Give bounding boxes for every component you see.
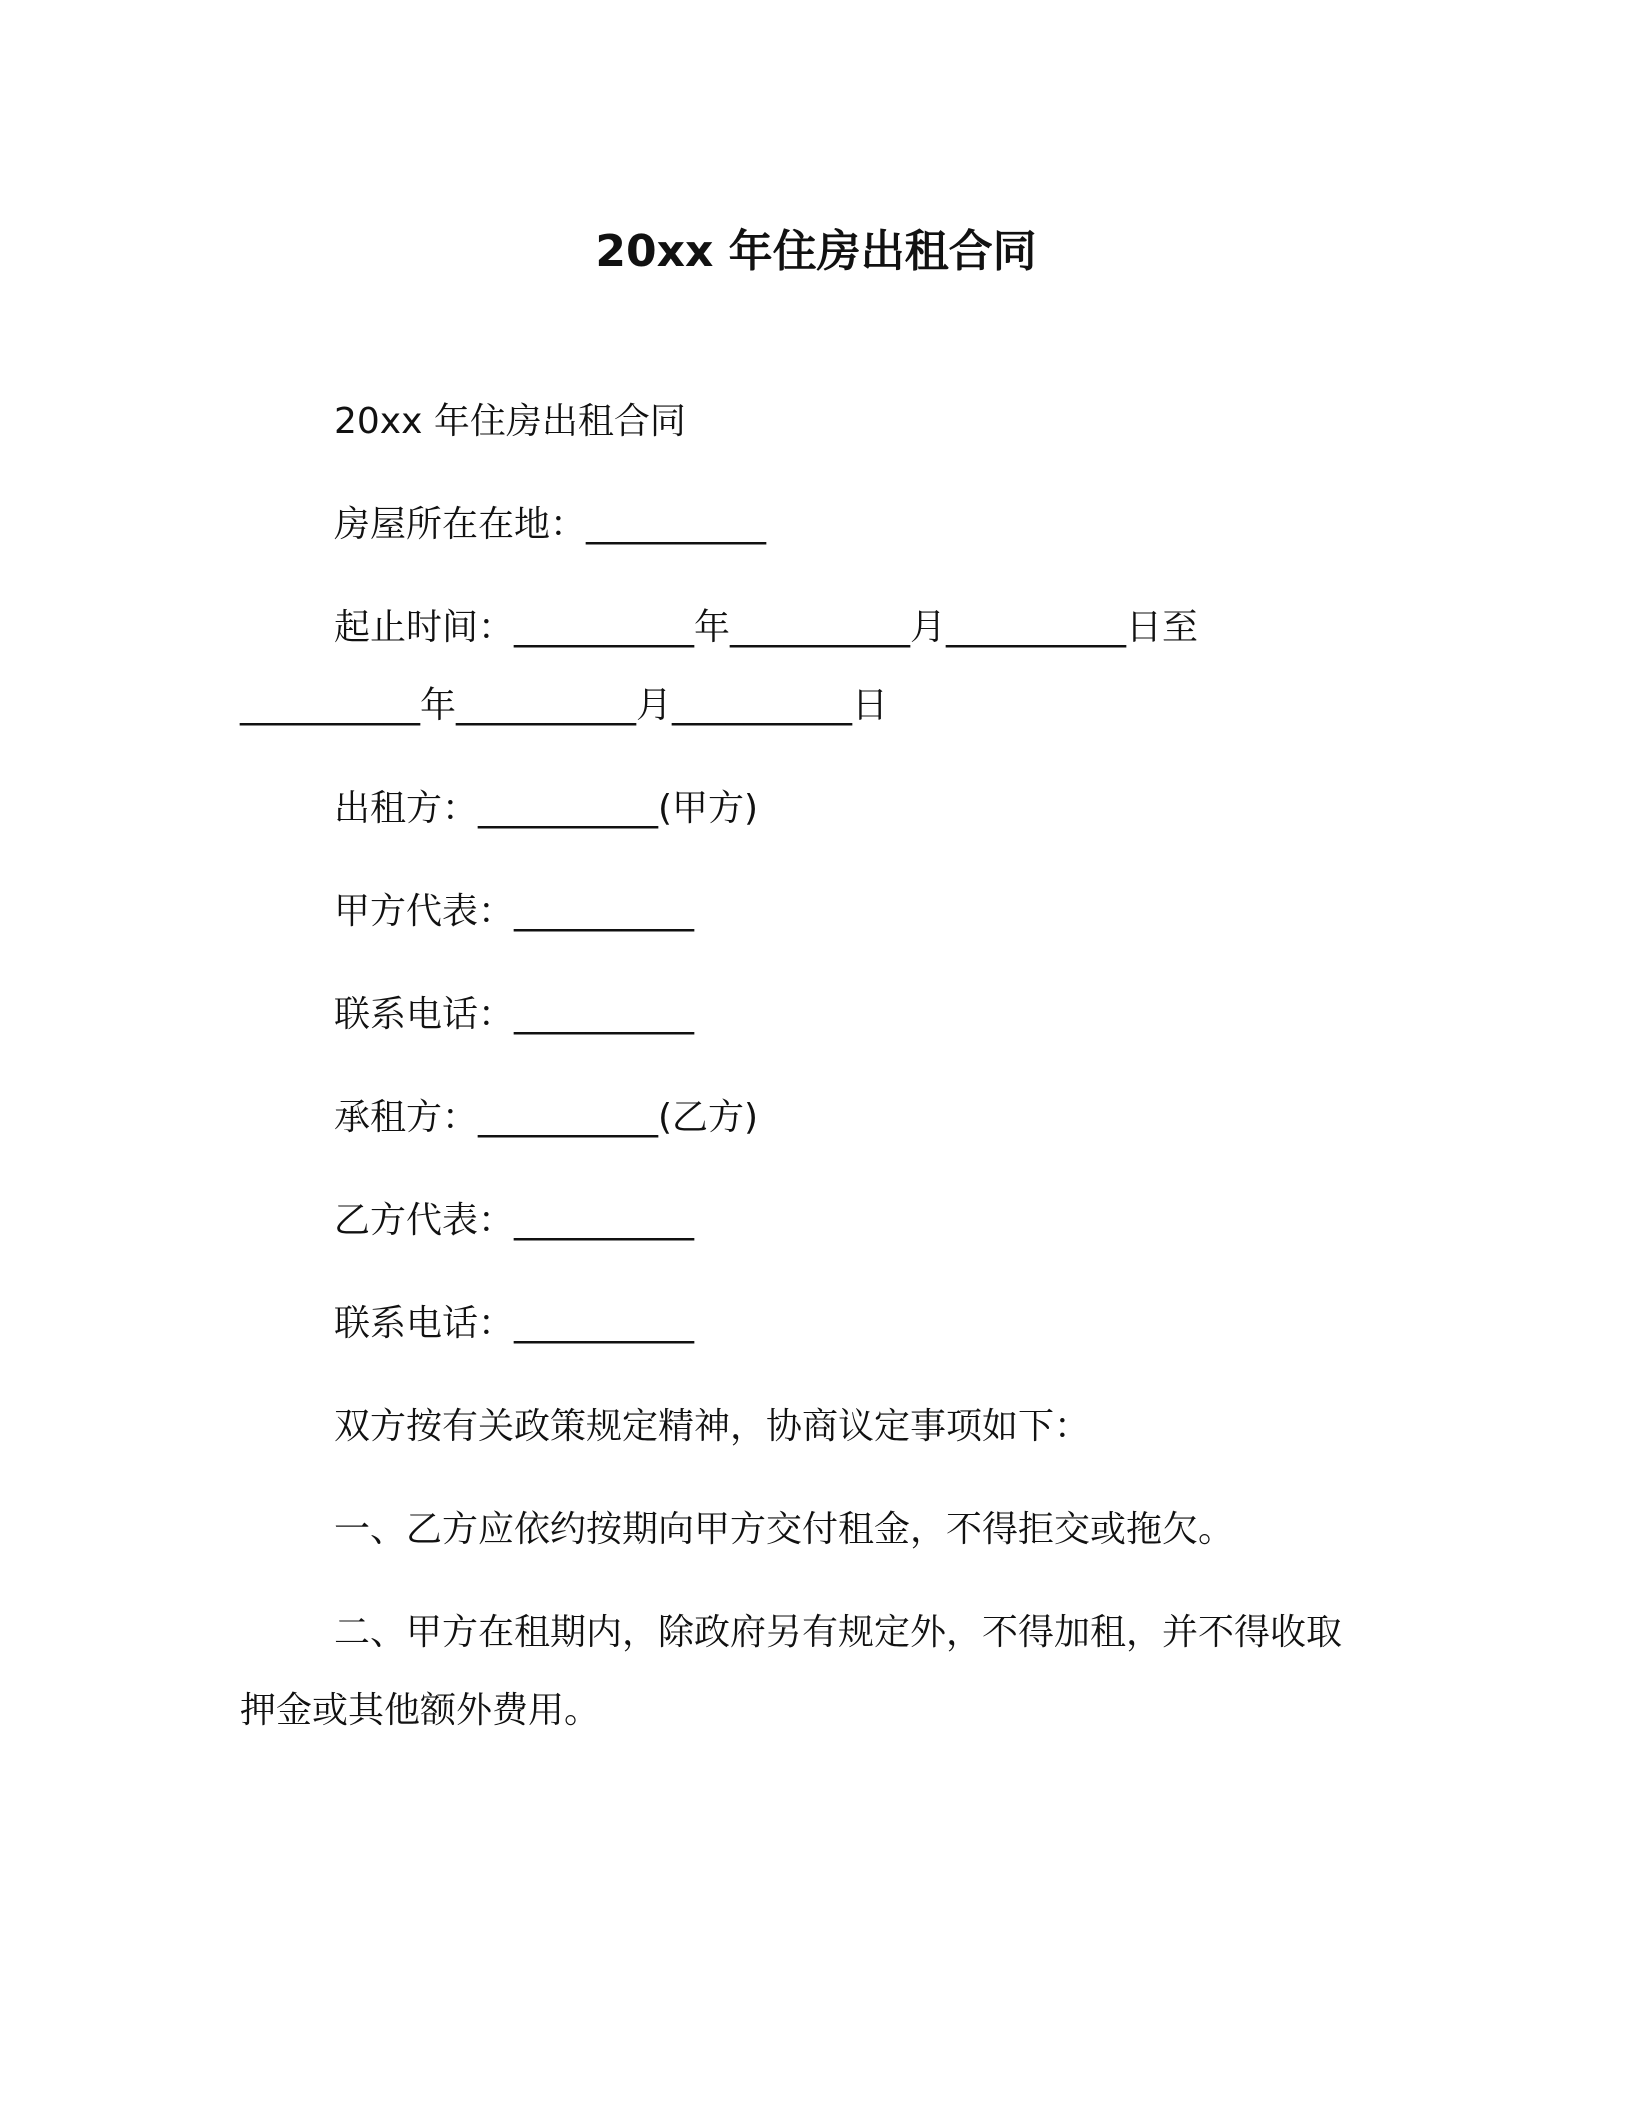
subtitle-line: 20xx 年住房出租合同: [334, 401, 686, 442]
clause-1: 一、乙方应依约按期向甲方交付租金，不得拒交或拖欠。: [334, 1509, 1235, 1550]
clause-2-line-1: 二、甲方在租期内，除政府另有规定外，不得加租，并不得收取: [334, 1612, 1343, 1653]
lessee-phone-field: 联系电话：__________: [334, 1303, 695, 1344]
agreement-intro: 双方按有关政策规定精神，协商议定事项如下：: [334, 1406, 1091, 1447]
document-title: 20xx 年住房出租合同: [595, 226, 1037, 277]
lessee-representative-field: 乙方代表：__________: [334, 1200, 695, 1241]
lessee-field: 承租方：__________(乙方): [334, 1097, 759, 1138]
lessor-field: 出租方：__________(甲方): [334, 788, 759, 829]
lessor-representative-field: 甲方代表：__________: [334, 891, 695, 932]
address-field: 房屋所在在地：__________: [334, 504, 767, 545]
period-field-end: __________年__________月__________日: [240, 685, 888, 726]
lessor-phone-field: 联系电话：__________: [334, 994, 695, 1035]
period-field-start: 起止时间：__________年__________月__________日至: [334, 607, 1199, 648]
clause-2-line-2: 押金或其他额外费用。: [240, 1690, 601, 1731]
